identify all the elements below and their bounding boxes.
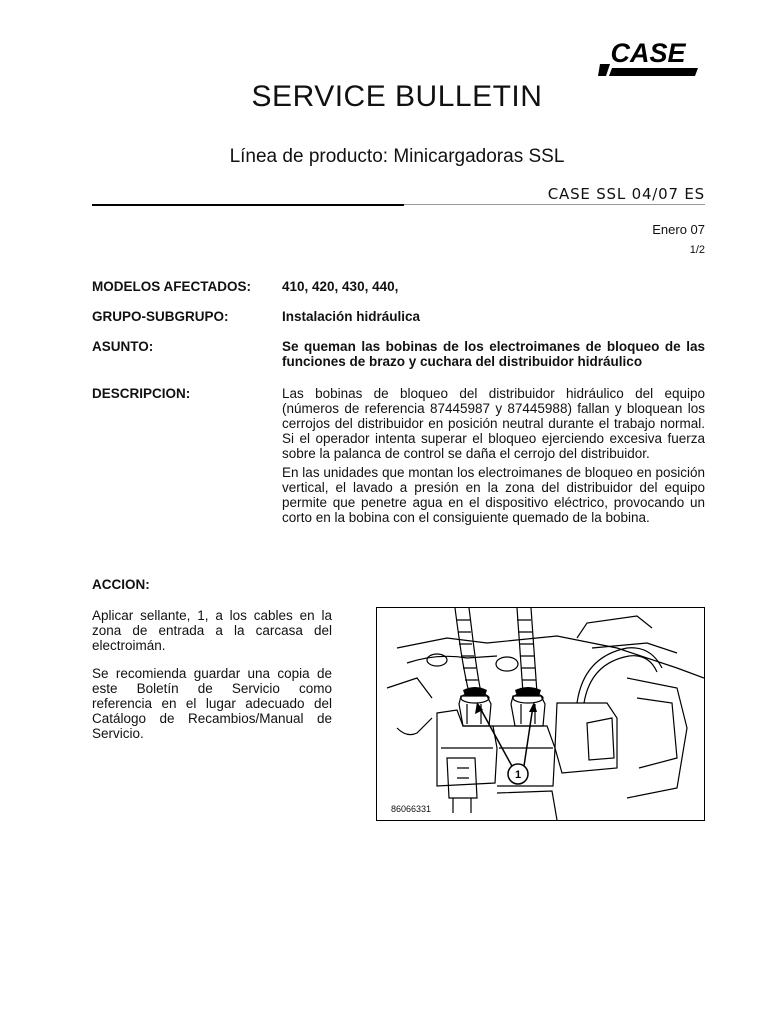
accion-label: ACCION: <box>92 577 150 592</box>
descripcion-value <box>282 386 705 529</box>
descripcion-label: DESCRIPCION: <box>92 386 191 401</box>
action-paragraph-2: Se recomienda guardar una copia de este Boletín de Servicio como referencia en el lugar adecuado del Catálogo de Recambios/Manual de Servicio. <box>92 666 332 741</box>
callout-number: 1 <box>514 769 522 781</box>
descripcion-paragraph-2: En las unidades que montan los electroimanes de bloqueo en posición vertical, el lavado a presión en la zona del distribuidor del equipo permite que penetre agua en el dispositivo eléctrico, provocando un corto en la bobina con el consiguiente quemado de la bobina. <box>282 465 705 525</box>
action-text <box>92 608 332 754</box>
product-line: Línea de producto: Minicargadoras SSL <box>229 146 565 167</box>
modelos-value: 410, 420, 430, 440, <box>282 279 399 294</box>
solenoid-illustration <box>376 607 705 821</box>
page-title: SERVICE BULLETIN <box>251 80 543 113</box>
page-number: 1/2 <box>689 244 705 256</box>
figure-id: 86066331 <box>391 804 432 814</box>
header-rule-strong <box>92 204 404 206</box>
grupo-label: GRUPO-SUBGRUPO: <box>92 309 229 324</box>
svg-text:CASE: CASE <box>610 38 686 68</box>
grupo-value: Instalación hidráulica <box>282 309 421 324</box>
bulletin-date: Enero 07 <box>652 222 705 237</box>
descripcion-paragraph-1: Las bobinas de bloqueo del distribuidor hidráulico del equipo (números de referencia 87445987 y 87445988) fallan y bloquean los cerrojos del distribuidor en posición neutral durante el trabajo normal. Si el operador intenta superar el bloqueo ejerciendo excesiva fuerza sobre la palanca de control se daña el cerrojo del distribuidor. <box>282 386 705 461</box>
asunto-value: Se queman las bobinas de los electroimanes de bloqueo de las funciones de brazo y cuchara del distribuidor hidráulico <box>282 339 705 369</box>
case-logo <box>598 38 702 80</box>
solenoid-drawing <box>377 608 704 820</box>
modelos-label: MODELOS AFECTADOS: <box>92 279 251 294</box>
document-reference: CASE SSL 04/07 ES <box>547 185 705 203</box>
action-paragraph-1: Aplicar sellante, 1, a los cables en la zona de entrada a la carcasa del electroimán. <box>92 608 332 653</box>
asunto-label: ASUNTO: <box>92 339 154 354</box>
